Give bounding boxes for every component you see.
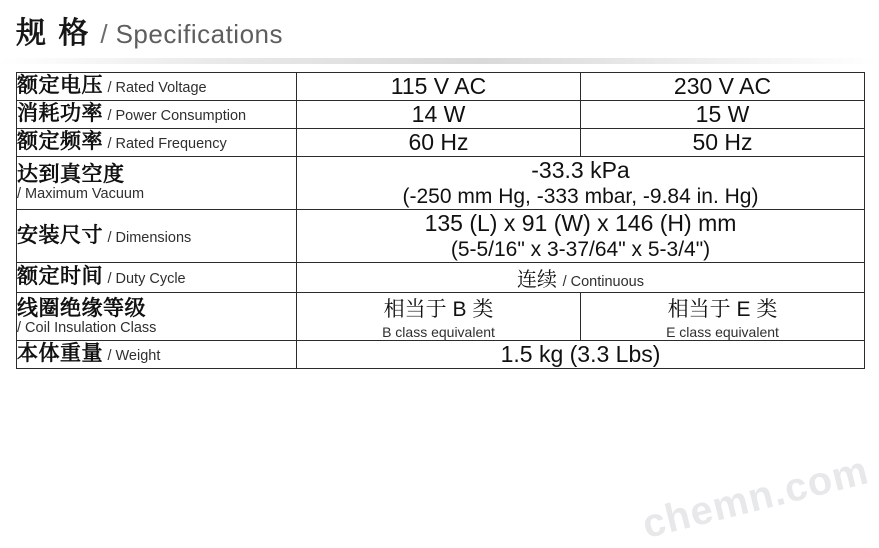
- row-label-cn: 额定电压: [17, 74, 103, 98]
- page-title-en: Specifications: [115, 19, 283, 49]
- row-label-en: / Rated Voltage: [107, 80, 207, 97]
- row-label-duty-cycle: [17, 263, 297, 293]
- cell-power-consumption-230: 15 W: [581, 101, 865, 129]
- cell-rated-frequency-50: 50 Hz: [581, 129, 865, 157]
- row-label-weight: [17, 341, 297, 369]
- row-label-rated-frequency: [17, 129, 297, 157]
- table-row: [17, 341, 865, 369]
- table-row: [17, 157, 865, 210]
- row-label-rated-voltage: [17, 73, 297, 101]
- cell-duty-cycle-cn: 连续: [517, 269, 557, 291]
- cell-coil-class-e: [581, 293, 865, 341]
- cell-coil-class-b: [297, 293, 581, 341]
- cell-rated-frequency-60: 60 Hz: [297, 129, 581, 157]
- cell-dimensions-primary: 135 (L) x 91 (W) x 146 (H) mm: [424, 210, 737, 236]
- row-label-cn: 线圈绝缘等级: [17, 296, 146, 320]
- cell-coil-class-b-cn: 相当于 B 类: [383, 298, 494, 321]
- page-title-separator: /: [100, 19, 108, 49]
- cell-duty-cycle-en: / Continuous: [562, 274, 644, 290]
- cell-rated-voltage-115: 115 V AC: [297, 73, 581, 101]
- row-label-en: / Dimensions: [107, 229, 192, 246]
- cell-coil-class-e-en: E class equivalent: [666, 324, 779, 340]
- table-row: [17, 210, 865, 263]
- specifications-table: [16, 72, 865, 369]
- cell-maximum-vacuum: [297, 157, 865, 210]
- cell-coil-class-b-en: B class equivalent: [382, 324, 495, 340]
- row-label-cn: 达到真空度: [17, 163, 125, 187]
- row-label-cn: 本体重量: [17, 342, 103, 366]
- cell-duty-cycle: [297, 263, 865, 293]
- table-row: [17, 263, 865, 293]
- table-row: [17, 129, 865, 157]
- cell-rated-voltage-230: 230 V AC: [581, 73, 865, 101]
- cell-coil-class-e-cn: 相当于 E 类: [667, 298, 778, 321]
- row-label-maximum-vacuum: [17, 157, 297, 210]
- page-title: [0, 0, 879, 52]
- row-label-en: / Power Consumption: [107, 108, 247, 125]
- cell-power-consumption-115: 14 W: [297, 101, 581, 129]
- cell-maximum-vacuum-secondary: (-250 mm Hg, -333 mbar, -9.84 in. Hg): [402, 185, 759, 208]
- row-label-en: / Duty Cycle: [107, 271, 186, 288]
- row-label-cn: 安装尺寸: [17, 223, 103, 247]
- table-row: [17, 101, 865, 129]
- row-label-power-consumption: [17, 101, 297, 129]
- row-label-dimensions: [17, 210, 297, 263]
- table-row: [17, 293, 865, 341]
- row-label-en: / Coil Insulation Class: [17, 319, 157, 336]
- cell-weight: 1.5 kg (3.3 Lbs): [297, 341, 865, 369]
- watermark: chemn.com: [637, 448, 873, 547]
- row-label-cn: 额定频率: [17, 130, 103, 154]
- row-label-cn: 消耗功率: [17, 102, 103, 126]
- cell-maximum-vacuum-primary: -33.3 kPa: [531, 157, 630, 183]
- row-label-en: / Rated Frequency: [107, 136, 227, 153]
- row-label-en: / Maximum Vacuum: [17, 186, 145, 203]
- cell-dimensions: [297, 210, 865, 263]
- row-label-en: / Weight: [107, 348, 161, 365]
- cell-dimensions-secondary: (5-5/16" x 3-37/64" x 5-3/4"): [450, 238, 711, 261]
- specifications-table-wrapper: [0, 64, 879, 369]
- row-label-coil-insulation-class: [17, 293, 297, 341]
- row-label-cn: 额定时间: [17, 265, 103, 289]
- table-row: [17, 73, 865, 101]
- page-title-cn: 规 格: [16, 17, 91, 50]
